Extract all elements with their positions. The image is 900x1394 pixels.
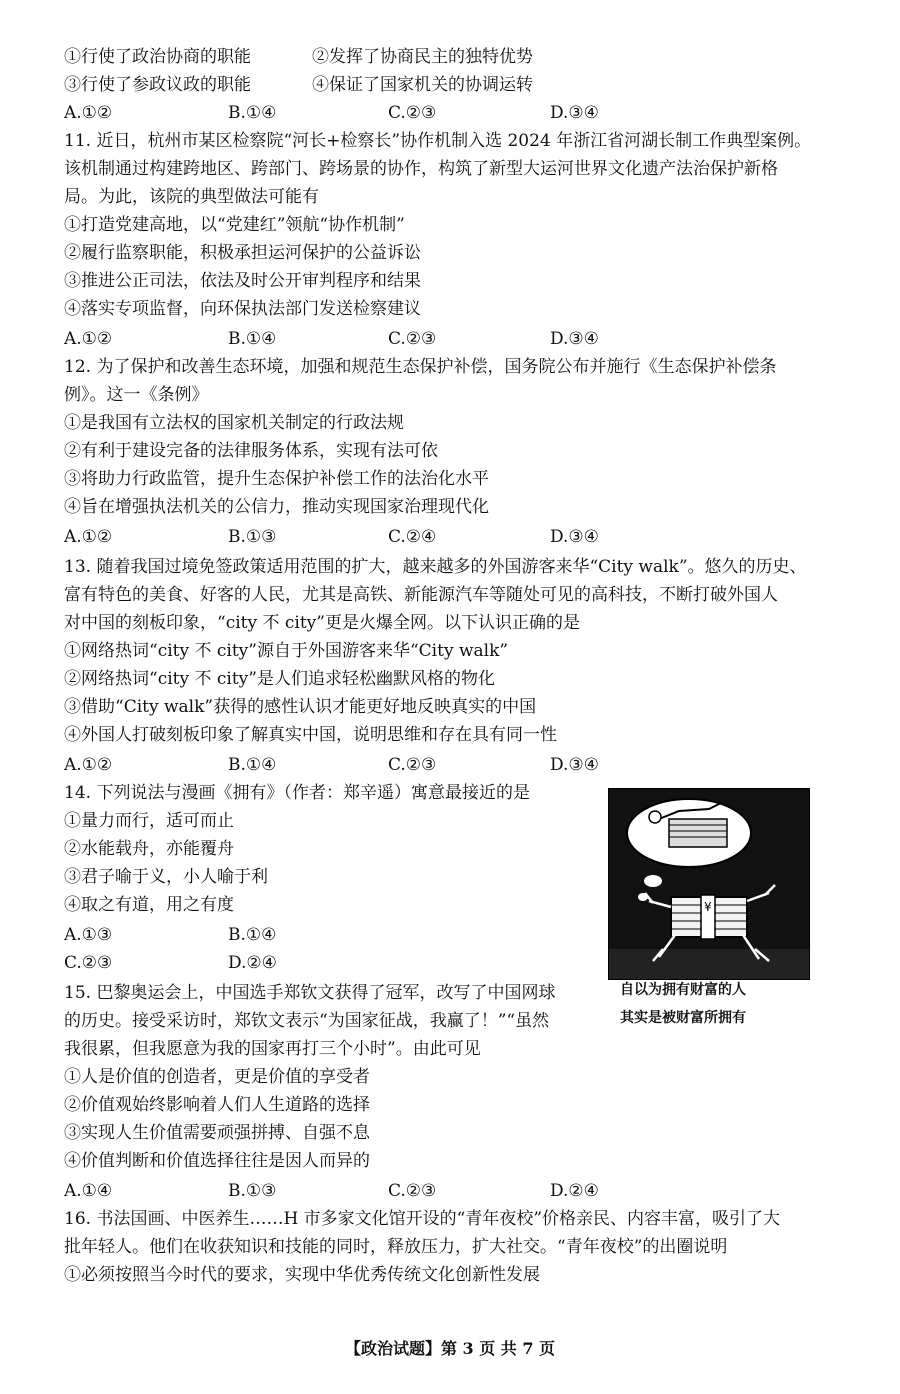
q13-statement-2: ②网络热词“city 不 city”是人们追求轻松幽默风格的物化 (64, 669, 495, 689)
q11-stem-line-1: 11. 近日，杭州市某区检察院“河长+检察长”协作机制入选 2024 年浙江省河湖长制工作典型案例。 (64, 131, 812, 151)
q12-statement-2: ②有利于建设完备的法律服务体系，实现有法可依 (64, 441, 438, 461)
q11-stem-line-2: 该机制通过构建跨地区、跨部门、跨场景的协作，构筑了新型大运河世界文化遗产法治保护新格 (64, 159, 778, 179)
q10-choice-c: C.②③ (388, 103, 437, 123)
q11-statement-3: ③推进公正司法，依法及时公开审判程序和结果 (64, 271, 421, 291)
q16-stem-line-1: 16. 书法国画、中医养生……H 市多家文化馆开设的“青年夜校”价格亲民、内容丰富，吸引了大 (64, 1209, 781, 1229)
yen-symbol: ¥ (704, 900, 712, 914)
cartoon-caption-line-2: 其实是被财富所拥有 (620, 1010, 746, 1026)
page-footer: 【政治试题】第 3 页 共 7 页 (344, 1339, 556, 1358)
q15-choice-a: A.①④ (64, 1181, 113, 1201)
q14-statement-4: ④取之有道，用之有度 (64, 895, 234, 915)
q11-choice-c: C.②③ (388, 329, 437, 349)
q11-stem-line-3: 局。为此，该院的典型做法可能有 (64, 187, 319, 207)
q14-choice-d: D.②④ (228, 953, 277, 973)
q13-statement-1: ①网络热词“city 不 city”源自于外国游客来华“City walk” (64, 641, 509, 661)
q15-choice-d: D.②④ (550, 1181, 599, 1201)
q15-choice-b: B.①③ (228, 1181, 277, 1201)
q15-statement-2: ②价值观始终影响着人们人生道路的选择 (64, 1095, 370, 1115)
q11-choice-d: D.③④ (550, 329, 599, 349)
q12-statement-1: ①是我国有立法权的国家机关制定的行政法规 (64, 413, 404, 433)
q12-stem-line-2: 例》。这一《条例》 (64, 385, 209, 405)
q11-choice-a: A.①② (64, 329, 113, 349)
q11-statement-2: ②履行监察职能，积极承担运河保护的公益诉讼 (64, 243, 421, 263)
q15-statement-3: ③实现人生价值需要顽强拼搏、自强不息 (64, 1123, 370, 1143)
q12-statement-4: ④旨在增强执法机关的公信力，推动实现国家治理现代化 (64, 497, 489, 517)
q12-statement-3: ③将助力行政监管，提升生态保护补偿工作的法治化水平 (64, 469, 489, 489)
q14-choice-c: C.②③ (64, 953, 113, 973)
q10-statement-3: ③行使了参政议政的职能 (64, 75, 251, 95)
q10-statement-4: ④保证了国家机关的协调运转 (312, 75, 533, 95)
q13-stem-line-1: 13. 随着我国过境免签政策适用范围的扩大，越来越多的外国游客来华“City walk”。悠久的历史、 (64, 557, 807, 577)
q10-statement-2: ②发挥了协商民主的独特优势 (312, 47, 533, 67)
q12-stem-line-1: 12. 为了保护和改善生态环境，加强和规范生态保护补偿，国务院公布并施行《生态保护补偿条 (64, 357, 777, 377)
q14-statement-3: ③君子喻于义，小人喻于利 (64, 867, 268, 887)
q14-statement-2: ②水能载舟，亦能覆舟 (64, 839, 234, 859)
q13-choice-a: A.①② (64, 755, 113, 775)
q14-choice-b: B.①④ (228, 925, 277, 945)
q14-choice-a: A.①③ (64, 925, 113, 945)
q13-statement-4: ④外国人打破刻板印象了解真实中国，说明思维和存在具有同一性 (64, 725, 557, 745)
q16-stem-line-2: 批年轻人。他们在收获知识和技能的同时，释放压力，扩大社交。“青年夜校”的出圈说明 (64, 1237, 728, 1257)
q11-choice-b: B.①④ (228, 329, 277, 349)
q15-stem-line-1: 15. 巴黎奥运会上，中国选手郑钦文获得了冠军，改写了中国网球 (64, 983, 556, 1003)
q11-statement-4: ④落实专项监督，向环保执法部门发送检察建议 (64, 299, 421, 319)
q15-statement-1: ①人是价值的创造者，更是价值的享受者 (64, 1067, 370, 1087)
cartoon-drawing (609, 789, 809, 979)
q14-statement-1: ①量力而行，适可而止 (64, 811, 234, 831)
q15-stem-line-2: 的历史。接受采访时，郑钦文表示“为国家征战，我赢了！”“虽然 (64, 1011, 550, 1031)
q13-choice-d: D.③④ (550, 755, 599, 775)
q12-choice-c: C.②④ (388, 527, 437, 547)
q11-statement-1: ①打造党建高地，以“党建红”领航“协作机制” (64, 215, 405, 235)
q12-choice-d: D.③④ (550, 527, 599, 547)
q13-choice-b: B.①④ (228, 755, 277, 775)
q10-statement-1: ①行使了政治协商的职能 (64, 47, 251, 67)
q10-choice-a: A.①② (64, 103, 113, 123)
q13-statement-3: ③借助“City walk”获得的感性认识才能更好地反映真实的中国 (64, 697, 537, 717)
q16-statement-1: ①必须按照当今时代的要求，实现中华优秀传统文化创新性发展 (64, 1265, 540, 1285)
q10-choice-d: D.③④ (550, 103, 599, 123)
q15-statement-4: ④价值判断和价值选择往往是因人而异的 (64, 1151, 370, 1171)
q12-choice-b: B.①③ (228, 527, 277, 547)
q14-stem: 14. 下列说法与漫画《拥有》（作者：郑辛遥）寓意最接近的是 (64, 783, 530, 803)
cartoon-illustration (608, 788, 810, 980)
q13-stem-line-3: 对中国的刻板印象，“city 不 city”更是火爆全网。以下认识正确的是 (64, 613, 580, 633)
q13-stem-line-2: 富有特色的美食、好客的人民，尤其是高铁、新能源汽车等随处可见的高科技，不断打破外国人 (64, 585, 778, 605)
q12-choice-a: A.①② (64, 527, 113, 547)
q10-choice-b: B.①④ (228, 103, 277, 123)
q15-choice-c: C.②③ (388, 1181, 437, 1201)
cartoon-caption-line-1: 自以为拥有财富的人 (620, 982, 746, 998)
q15-stem-line-3: 我很累，但我愿意为我的国家再打三个小时”。由此可见 (64, 1039, 481, 1059)
q13-choice-c: C.②③ (388, 755, 437, 775)
